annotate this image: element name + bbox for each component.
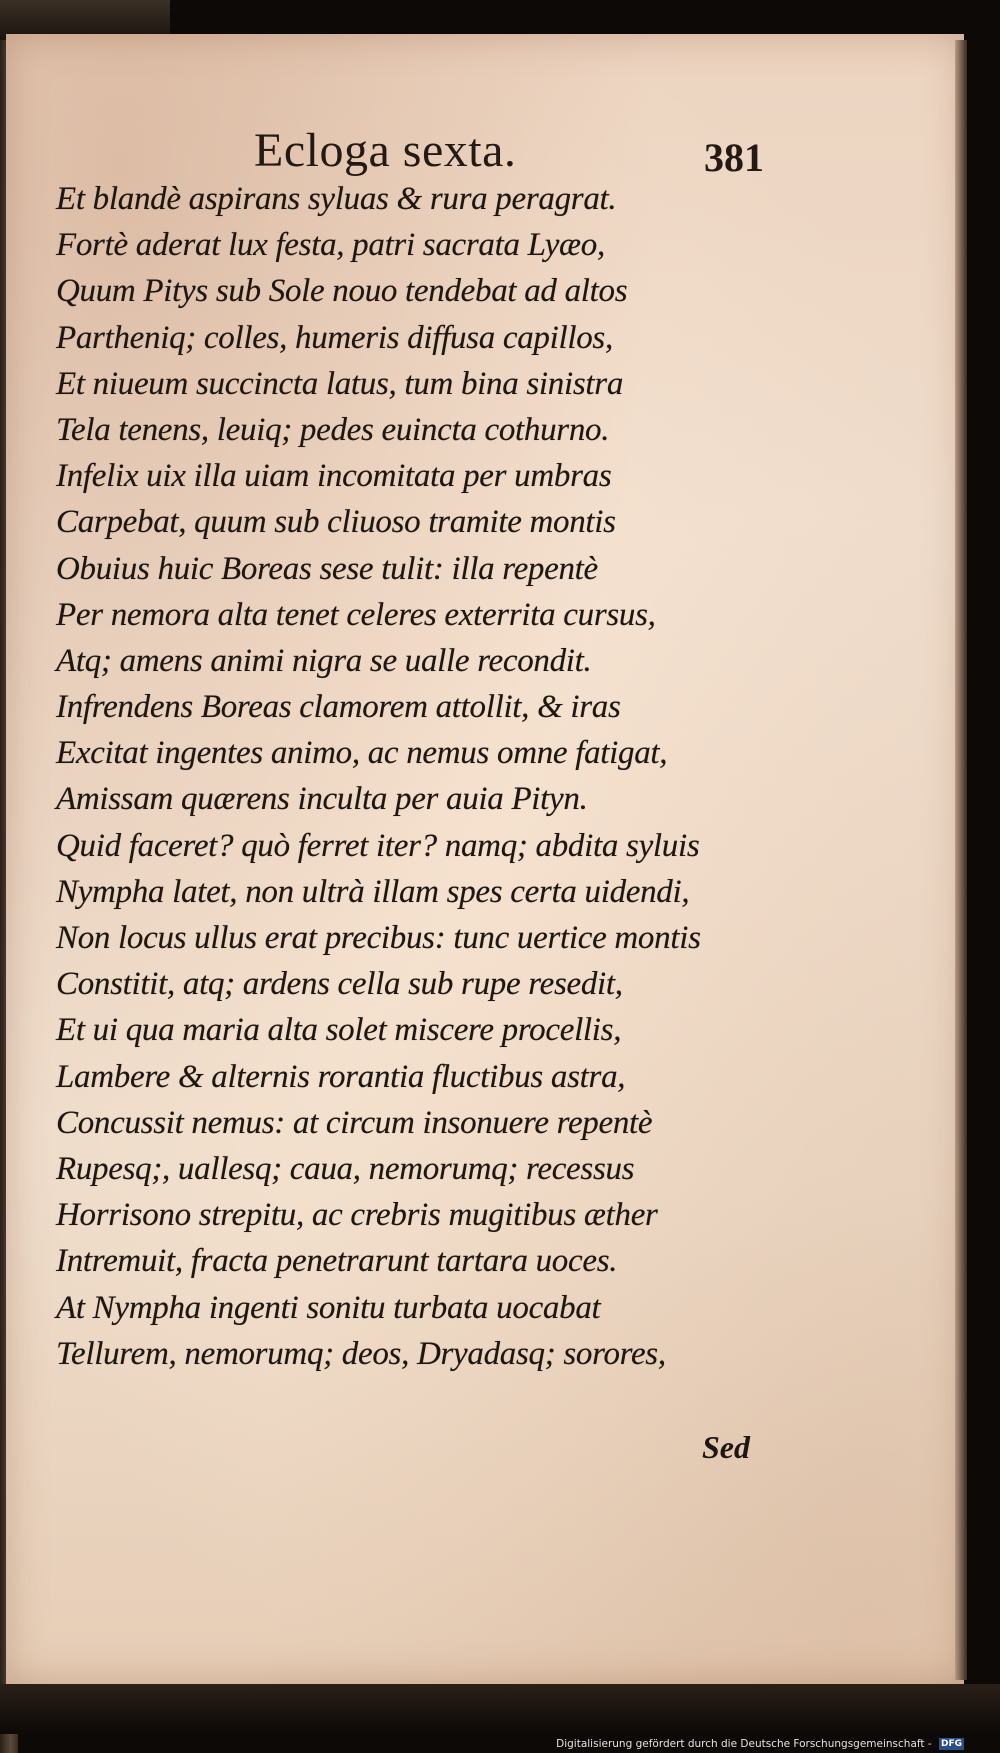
verse-line: Non locus ullus erat precibus: tunc uertice montis [56, 920, 701, 956]
verse-line: Atq; amens animi nigra se ualle recondit. [56, 642, 592, 679]
credit-text: Digitalisierung gefördert durch die Deutsche Forschungsgemeinschaft - [556, 1738, 932, 1750]
catchword: Sed [702, 1429, 750, 1465]
verse-line: Et blandè aspirans syluas & rura peragrat. [56, 181, 617, 217]
digitization-credit [556, 1735, 964, 1753]
verse-line: Rupesq;, uallesq; caua, nemorumq; recessus [56, 1150, 635, 1187]
verse-line: Infrendens Boreas clamorem attollit, & iras [56, 689, 621, 726]
verse-line: At Nympha ingenti sonitu turbata uocabat [56, 1289, 601, 1326]
verse-line: Amissam quærens inculta per auia Pityn. [56, 781, 588, 818]
verse-line: Constitit, atq; ardens cella sub rupe resedit, [56, 966, 623, 1003]
verse-line: Horrisono strepitu, ac crebris mugitibus æther [56, 1197, 658, 1234]
page-edge-shadow [955, 40, 967, 1680]
scan-background [0, 1684, 1000, 1734]
verse-line: Partheniq; colles, humeris diffusa capillos, [56, 319, 613, 356]
verse-line: Quum Pitys sub Sole nouo tendebat ad altos [56, 273, 628, 310]
book-page [6, 34, 964, 1684]
verse-line: Tellurem, nemorumq; deos, Dryadasq; sorores, [56, 1335, 666, 1372]
verse-line: Fortè aderat lux festa, patri sacrata Lyæo, [56, 227, 605, 264]
verse-line: Intremuit, fracta penetrarunt tartara uoces. [56, 1243, 618, 1280]
verse-line: Tela tenens, leuiq; pedes euincta cothurno. [56, 411, 610, 448]
verse-line: Quid faceret? quò ferret iter? namq; abdita syluis [56, 827, 700, 864]
verse-line: Lambere & alternis rorantia fluctibus astra, [56, 1058, 626, 1095]
verse-line: Concussit nemus: at circum insonuere repentè [56, 1104, 653, 1141]
verse-line: Excitat ingentes animo, ac nemus omne fatigat, [56, 735, 668, 772]
verse-line: Per nemora alta tenet celeres exterrita cursus, [56, 596, 656, 633]
running-title: Ecloga sexta. [254, 124, 517, 177]
verse-line: Infelix uix illa uiam incomitata per umbras [56, 458, 612, 495]
dfg-logo-icon: DFG [940, 1739, 962, 1749]
verse-line: Carpebat, quum sub cliuoso tramite montis [56, 504, 616, 541]
page-number: 381 [704, 135, 764, 180]
verse-list [56, 176, 946, 1377]
verse-line: Et niueum succincta latus, tum bina sinistra [56, 365, 624, 402]
verse-line: Nympha latet, non ultrà illam spes certa uidendi, [56, 873, 690, 910]
verse-line: Obuius huic Boreas sese tulit: illa repentè [56, 550, 598, 587]
verse-line: Et ui qua maria alta solet miscere procellis, [56, 1012, 622, 1049]
